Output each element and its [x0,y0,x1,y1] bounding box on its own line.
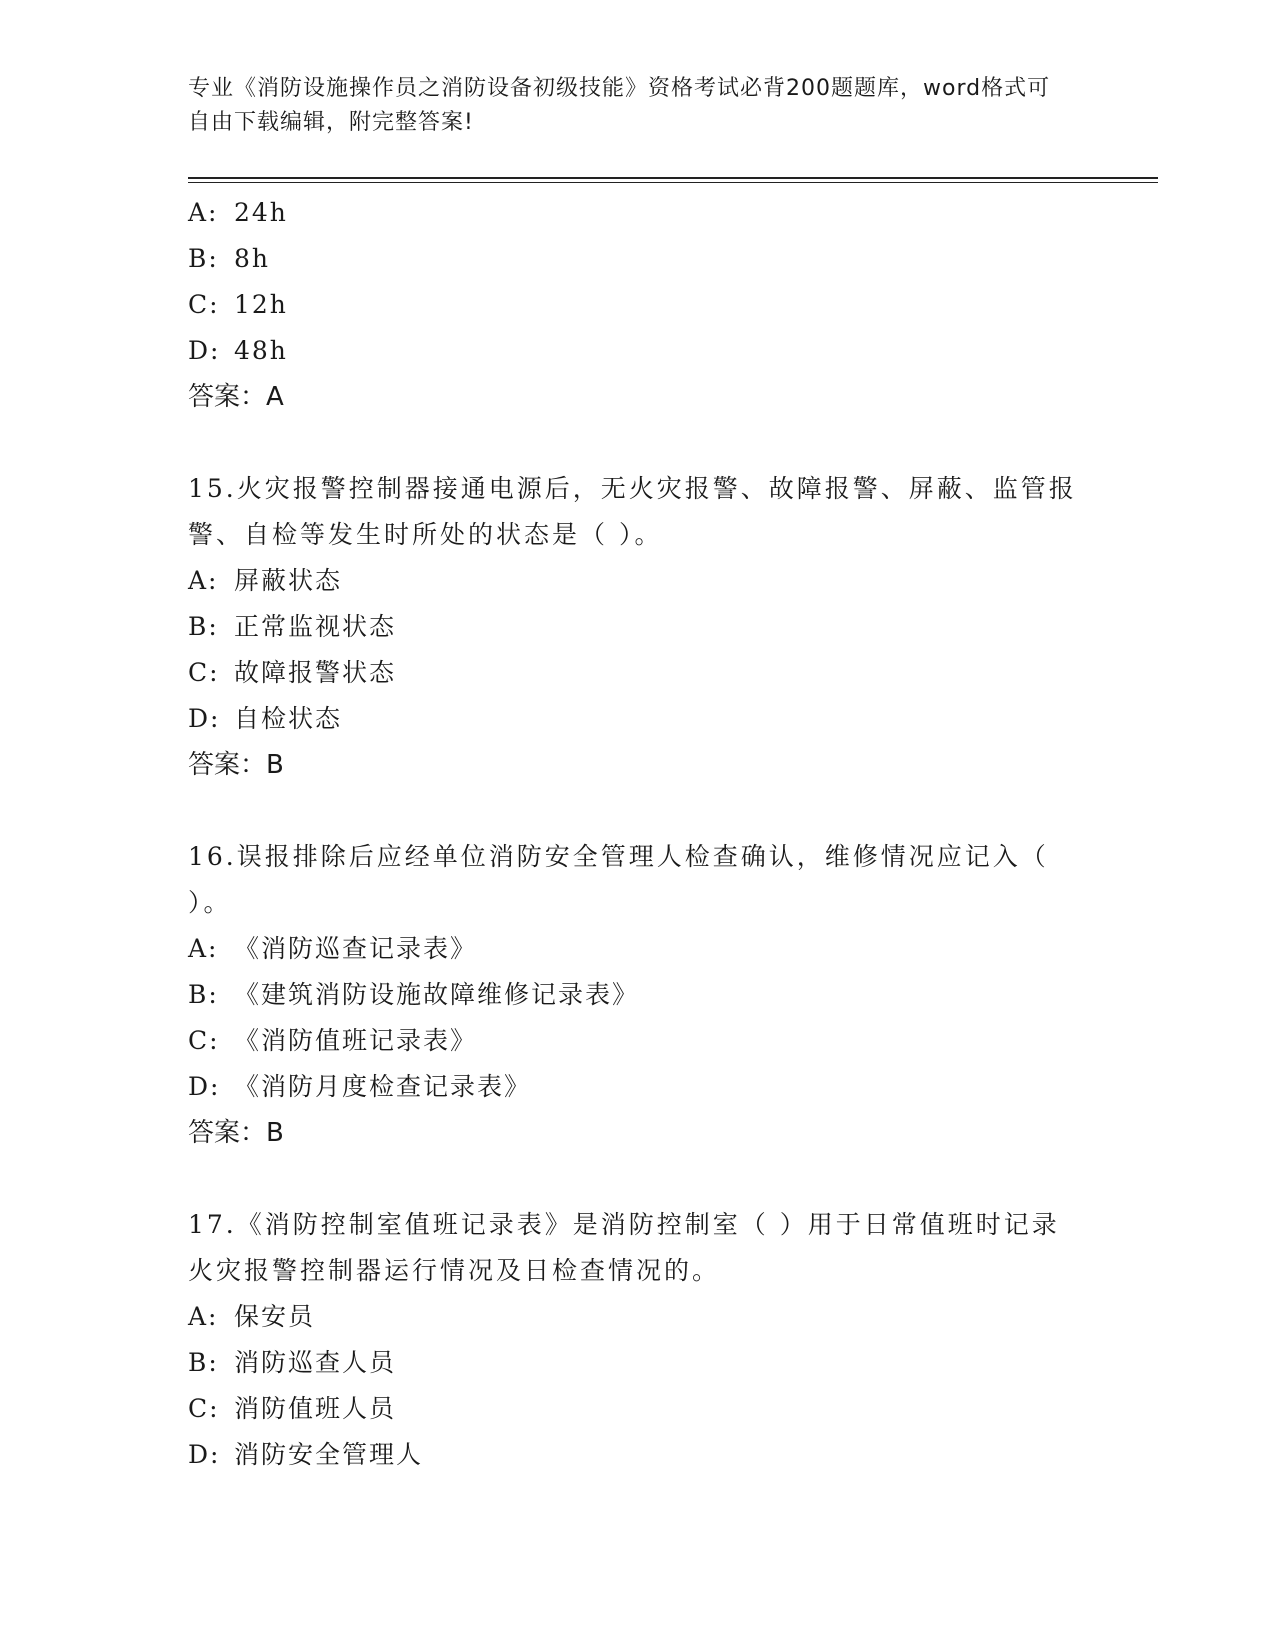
answer-line: 答案：B [188,1118,284,1148]
option-a: A: 保安员 [188,1302,316,1331]
question-15-block [188,466,1088,788]
question-17-block [188,1202,1088,1478]
document-header: 专业《消防设施操作员之消防设备初级技能》资格考试必背200题题库，word格式可自由下载编辑，附完整答案! [188,76,1051,135]
option-b: B: 消防巡查人员 [188,1348,397,1377]
option-c: C: 《消防值班记录表》 [188,1026,478,1055]
option-d: D: 48h [188,336,288,365]
option-d: D: 自检状态 [188,704,343,733]
header-rule-thick [188,177,1158,179]
option-d: D: 《消防月度检查记录表》 [188,1072,532,1101]
option-c: C: 12h [188,290,288,319]
option-a: A: 24h [188,198,288,227]
option-b: B: 正常监视状态 [188,612,397,641]
question-stem: 16.误报排除后应经单位消防安全管理人检查确认，维修情况应记入（ ）。 [188,842,1049,917]
option-b: B: 8h [188,244,271,273]
option-b: B: 《建筑消防设施故障维修记录表》 [188,980,640,1009]
answer-line: 答案：B [188,750,284,780]
header-rule-thin [188,182,1158,183]
question-14-block [188,190,1088,420]
question-list [188,190,1088,1478]
question-16-block [188,834,1088,1156]
option-a: A: 《消防巡查记录表》 [188,934,478,963]
answer-line: 答案：A [188,382,284,412]
question-stem: 17.《消防控制室值班记录表》是消防控制室（ ）用于日常值班时记录火灾报警控制器运行情况及日检查情况的。 [188,1210,1060,1285]
question-stem: 15.火灾报警控制器接通电源后，无火灾报警、故障报警、屏蔽、监管报警、自检等发生时所处的状态是（ ）。 [188,474,1077,549]
option-c: C: 故障报警状态 [188,658,397,687]
option-c: C: 消防值班人员 [188,1394,397,1423]
option-d: D: 消防安全管理人 [188,1440,424,1469]
option-a: A: 屏蔽状态 [188,566,343,595]
